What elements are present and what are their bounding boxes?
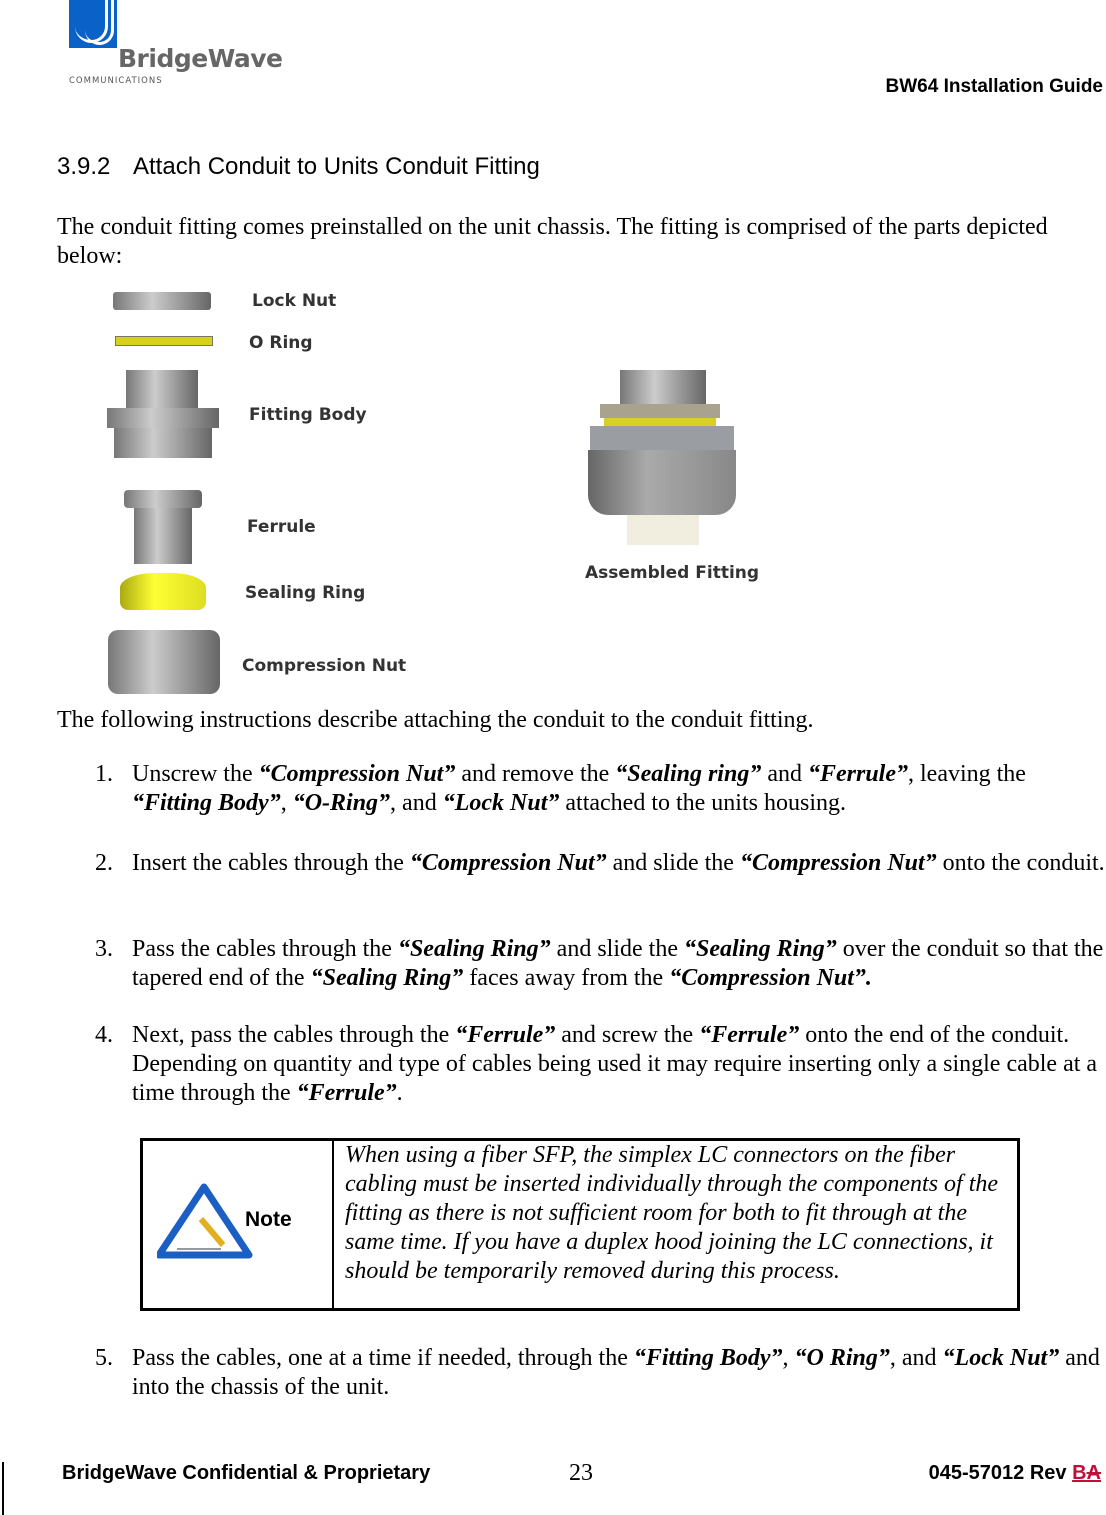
margin-bar <box>2 1462 4 1515</box>
assembled-body <box>590 426 734 450</box>
step-number: 5. <box>95 1345 113 1371</box>
step-text-run: onto the conduit. <box>936 850 1105 876</box>
step-text-run: and slide the <box>550 936 684 962</box>
instruction-step <box>95 935 1105 993</box>
step-text <box>132 1344 1105 1402</box>
part-label: Compression Nut <box>242 656 407 676</box>
revision-deleted: A <box>1086 1462 1101 1484</box>
step-text-run: and screw the <box>555 1022 700 1048</box>
part-label: Fitting Body <box>249 405 367 425</box>
compression-nut-image <box>108 630 220 694</box>
assembled-fitting-image <box>620 370 706 404</box>
part-name-emphasis: “Ferrule” <box>455 1022 556 1048</box>
lock-nut-image <box>113 292 211 310</box>
assembled-conduit <box>627 515 699 545</box>
step-text-run: faces away from the <box>463 965 670 991</box>
footer-doc-number <box>929 1462 1101 1485</box>
part-name-emphasis: “Sealing Ring” <box>397 936 551 962</box>
o-ring-image <box>115 336 213 346</box>
step-text-run: . <box>396 1080 403 1106</box>
step-number: 3. <box>95 936 113 962</box>
logo-subtitle: COMMUNICATIONS <box>69 76 163 86</box>
part-name-emphasis: “Compression Nut” <box>258 761 456 787</box>
part-name-emphasis: “Fitting Body” <box>633 1345 783 1371</box>
part-name-emphasis: “O-Ring” <box>292 790 391 816</box>
part-name-emphasis: “Ferrule” <box>807 761 908 787</box>
section-title: Attach Conduit to Units Conduit Fitting <box>133 153 540 180</box>
header-title: BW64 Installation Guide <box>885 76 1103 97</box>
revision-inserted: B <box>1072 1462 1087 1484</box>
step-text <box>132 760 1105 818</box>
ferrule-body <box>134 508 192 564</box>
step-text-run: Next, pass the cables through the <box>132 1022 456 1048</box>
fitting-body-hex <box>107 408 219 428</box>
section-number: 3.9.2 <box>57 153 111 180</box>
part-name-emphasis: “Lock Nut” <box>442 790 560 816</box>
step-text-run: , and <box>390 790 443 816</box>
part-name-emphasis: “Compression Nut” <box>409 850 607 876</box>
part-label: O Ring <box>249 333 313 353</box>
step-text-run: Insert the cables through the <box>132 850 410 876</box>
step-text-run: over the conduit so that the tapered end of the <box>132 936 1104 991</box>
note-box <box>140 1138 1020 1311</box>
following-paragraph: The following instructions describe attaching the conduit to the conduit fitting. <box>57 707 814 733</box>
note-divider <box>332 1141 334 1308</box>
ferrule-image <box>124 490 202 508</box>
fitting-body-image <box>126 370 198 410</box>
step-text-run: , <box>280 790 293 816</box>
step-text-run: Unscrew the <box>132 761 259 787</box>
step-text <box>132 935 1105 993</box>
note-text: When using a fiber SFP, the simplex LC connectors on the fiber cabling must be inserted individually through the components of the fitting as there is not sufficient room for both to fit through at the same time. If you have a duplex hood joining the LC connections, it should be temporarily removed during this process. <box>345 1142 999 1284</box>
sealing-ring-image <box>120 573 206 610</box>
step-text-run: , <box>782 1345 795 1371</box>
part-label: Lock Nut <box>252 291 337 311</box>
instruction-step <box>95 849 1105 878</box>
part-name-emphasis: “O Ring” <box>794 1345 890 1371</box>
step-text <box>132 1021 1105 1108</box>
part-label: Sealing Ring <box>245 583 366 603</box>
step-text-run: Pass the cables, one at a time if needed, through the <box>132 1345 634 1371</box>
part-name-emphasis: “Lock Nut” <box>942 1345 1060 1371</box>
part-label: Ferrule <box>247 517 316 537</box>
doc-number: 045-57012 Rev <box>928 1462 1073 1484</box>
step-text-run: Pass the cables through the <box>132 936 398 962</box>
note-warning-pencil-icon <box>157 1183 253 1259</box>
page-number: 23 <box>569 1460 593 1486</box>
step-number: 4. <box>95 1022 113 1048</box>
part-name-emphasis: “Sealing Ring” <box>683 936 837 962</box>
step-text-run: , and <box>889 1345 943 1371</box>
step-text <box>132 849 1105 878</box>
section-heading <box>57 153 540 181</box>
part-name-emphasis: “Sealing ring” <box>615 761 762 787</box>
bridgewave-logo-icon <box>69 0 117 48</box>
step-number: 2. <box>95 850 113 876</box>
instruction-step <box>95 1344 1105 1402</box>
step-text-run: and slide the <box>606 850 740 876</box>
assembled-nut <box>588 450 736 515</box>
part-name-emphasis: “Sealing Ring” <box>310 965 464 991</box>
step-text-run: , leaving the <box>908 761 1026 787</box>
step-text-run: and remove the <box>455 761 616 787</box>
intro-paragraph: The conduit fitting comes preinstalled on the unit chassis. The fitting is comprised of the parts depicted below: <box>57 214 1048 269</box>
instruction-step <box>95 1021 1105 1108</box>
part-name-emphasis: “Fitting Body” <box>132 790 281 816</box>
step-text-run: and into the chassis of the unit. <box>132 1345 1100 1400</box>
note-label: Note <box>245 1208 292 1231</box>
assembled-oring <box>604 418 716 426</box>
step-text-run: attached to the units housing. <box>559 790 846 816</box>
step-text-run: onto the end of the conduit. Depending on quantity and type of cables being used it may require inserting only a single cable at a time through the <box>132 1022 1098 1106</box>
fitting-body-base <box>114 428 212 458</box>
instruction-step <box>95 760 1105 818</box>
part-name-emphasis: “Compression Nut” <box>739 850 937 876</box>
part-name-emphasis: “Ferrule” <box>296 1080 397 1106</box>
step-text-run: and <box>761 761 808 787</box>
assembled-fitting-label: Assembled Fitting <box>585 563 760 583</box>
footer-confidential: BridgeWave Confidential & Proprietary <box>62 1462 431 1484</box>
part-name-emphasis: “Ferrule” <box>699 1022 800 1048</box>
assembled-locknut <box>600 404 720 418</box>
part-name-emphasis: “Compression Nut”. <box>669 965 872 991</box>
step-number: 1. <box>95 761 113 787</box>
logo-name: BridgeWave <box>118 44 283 73</box>
